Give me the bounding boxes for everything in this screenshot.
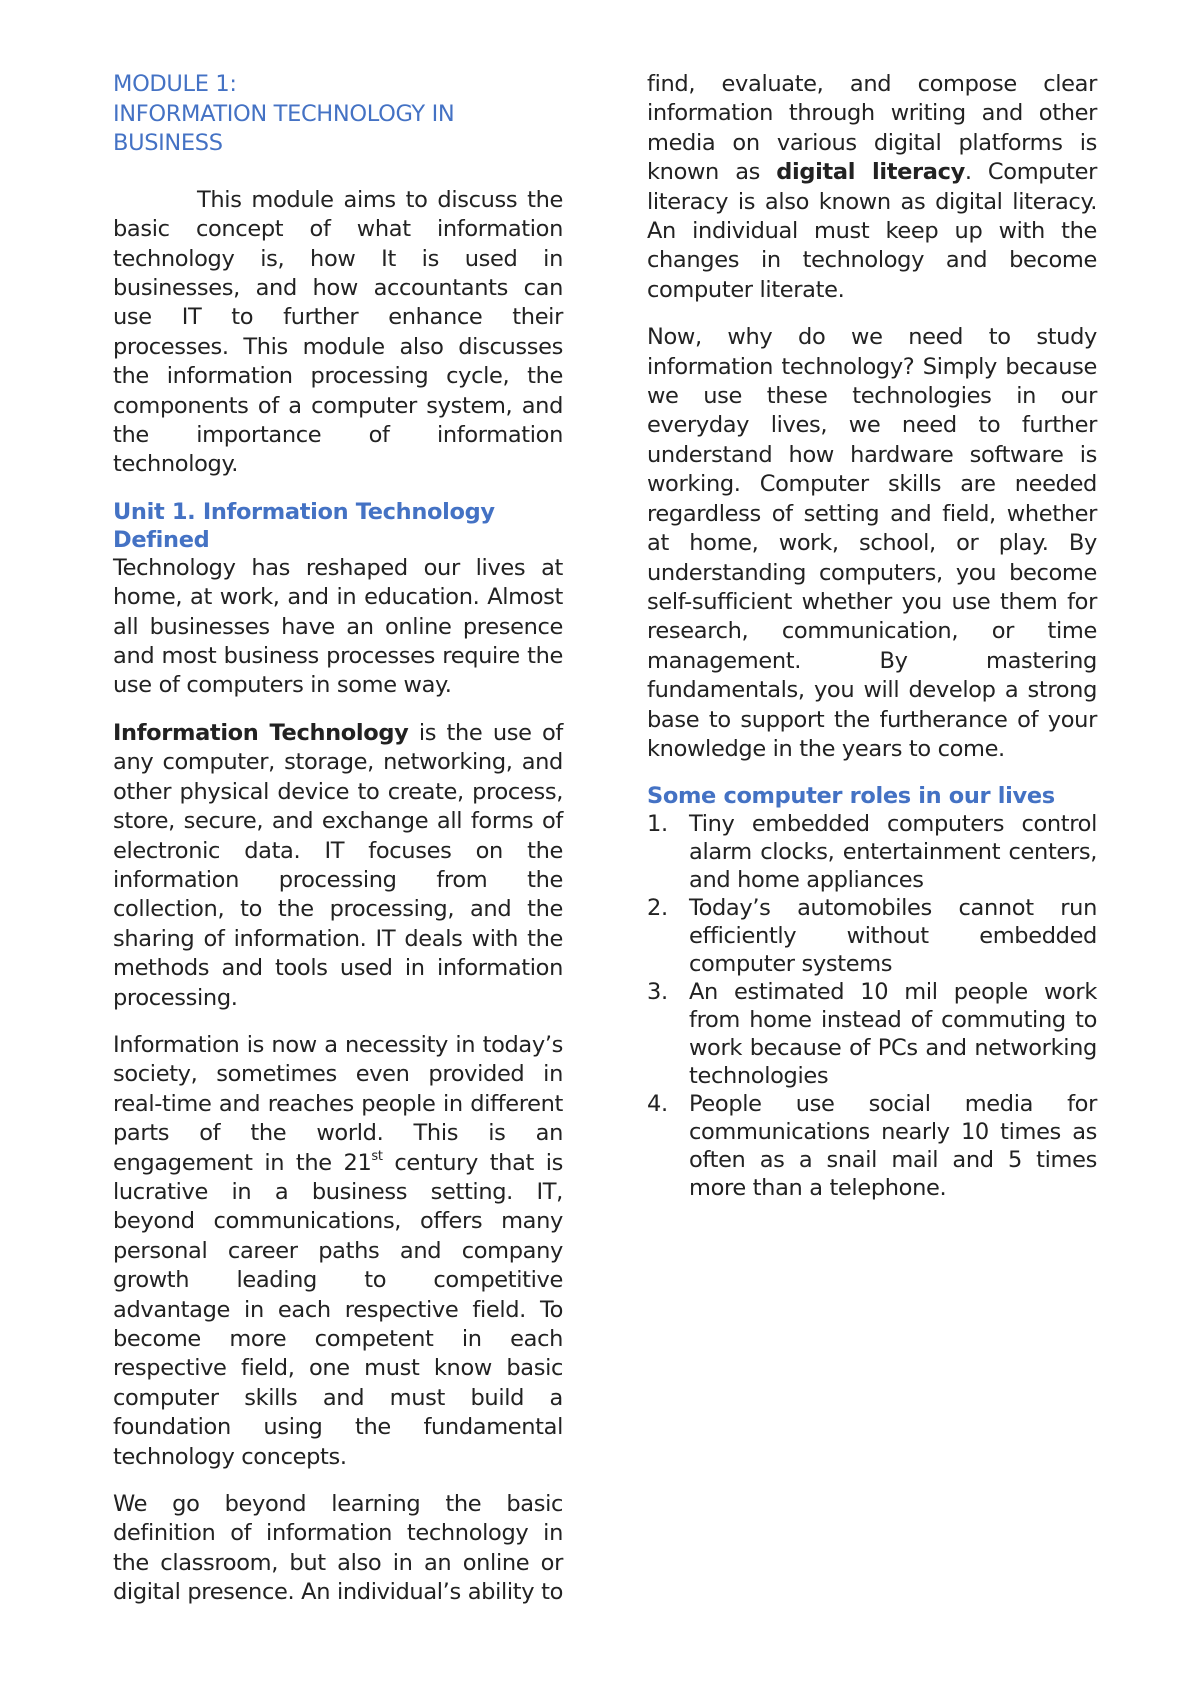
unit1-paragraph-4-overflow bbox=[647, 70, 1097, 305]
list-item bbox=[647, 894, 1097, 978]
unit1-paragraph-3-b: century that is lucrative in a business setting. IT, beyond communications, offers many personal career paths and company growth leading to competitive advantage in each respective field. To become more competent in each respective field, one must know basic computer skills and must build a foundation using the fundamental technology concepts. bbox=[113, 1149, 563, 1470]
list-item-number: 2. bbox=[647, 895, 668, 922]
unit1-paragraph-5: Now, why do we need to study information technology? Simply because we use these technologies in our everyday lives, we need to further understand how hardware software is working. Computer skills are needed regardless of setting and field, whether at home, work, school, or play. By understanding computers, you become self-sufficient whether you use them for research, communication, or time management. By mastering fundamentals, you will develop a strong base to support the furtherance of your knowledge in the years to come. bbox=[647, 324, 1097, 762]
module-title bbox=[113, 70, 563, 159]
intro-paragraph: This module aims to discuss the basic concept of what information technology is, how It is used in businesses, and how accountants can use IT to further enhance their processes. This module also discusses the information processing cycle, the components of a computer system, and the importance of information technology. bbox=[113, 186, 563, 478]
list-item-number: 1. bbox=[647, 811, 668, 838]
it-term: Information Technology bbox=[113, 719, 409, 746]
paragraph-text: . Computer literacy is also known as digital literacy. An individual must keep up with the changes in technology and become computer literate. bbox=[647, 159, 1097, 303]
module-title-line2: INFORMATION TECHNOLOGY IN bbox=[113, 100, 455, 127]
roles-list bbox=[647, 810, 1097, 1202]
list-item bbox=[647, 810, 1097, 894]
module-title-line1: MODULE 1: bbox=[113, 71, 237, 97]
list-item bbox=[647, 1090, 1097, 1202]
unit1-paragraph-2-text: is the use of any computer, storage, networking, and other physical device to create, process, store, secure, and exchange all forms of electronic data. IT focuses on the information processing from the collection, to the processing, and the sharing of information. IT deals with the methods and tools used in information processing. bbox=[113, 719, 563, 1011]
module-title-line3: BUSINESS bbox=[113, 130, 223, 157]
paragraph-text: find, evaluate, and compose clear information through writing and other media on various digital platforms is known as bbox=[647, 71, 1097, 186]
ordinal-suffix: st bbox=[371, 1148, 383, 1164]
unit1-heading-line1: Unit 1. Information Technology bbox=[113, 498, 495, 525]
list-item-text: People use social media for communications nearly 10 times as often as a snail mail and 5 times more than a telephone. bbox=[689, 1091, 1097, 1202]
right-column bbox=[647, 70, 1097, 1202]
unit1-paragraph-1: Technology has reshaped our lives at home, at work, and in education. Almost all businesses have an online presence and most business processes require the use of computers in some way. bbox=[113, 554, 563, 699]
unit1-paragraph-2 bbox=[113, 719, 563, 1013]
list-item-text: Today’s automobiles cannot run efficiently without embedded computer systems bbox=[689, 895, 1097, 978]
list-item-text: An estimated 10 mil people work from home instead of commuting to work because of PCs and networking technologies bbox=[689, 979, 1097, 1090]
list-item-number: 4. bbox=[647, 1091, 668, 1118]
paragraph-text: We go beyond learning the basic definition of information technology in the classroom, but also in an online or digital presence. An individual’s ability to bbox=[113, 1491, 563, 1606]
unit1-heading bbox=[113, 498, 563, 554]
unit1-heading-line2: Defined bbox=[113, 526, 210, 553]
roles-heading: Some computer roles in our lives bbox=[647, 783, 1055, 810]
left-column bbox=[113, 70, 563, 1608]
digital-literacy-term: digital literacy bbox=[776, 159, 965, 186]
unit1-paragraph-3 bbox=[113, 1031, 563, 1472]
unit1-paragraph-3-a: Information is now a necessity in today’s society, sometimes even provided in real-time and reaches people in different parts of the world. This is an engagement in the 21 bbox=[113, 1031, 563, 1176]
list-item-number: 3. bbox=[647, 979, 668, 1006]
list-item-text: Tiny embedded computers control alarm clocks, entertainment centers, and home appliances bbox=[689, 811, 1097, 894]
list-item bbox=[647, 978, 1097, 1090]
unit1-paragraph-4 bbox=[113, 1490, 563, 1608]
